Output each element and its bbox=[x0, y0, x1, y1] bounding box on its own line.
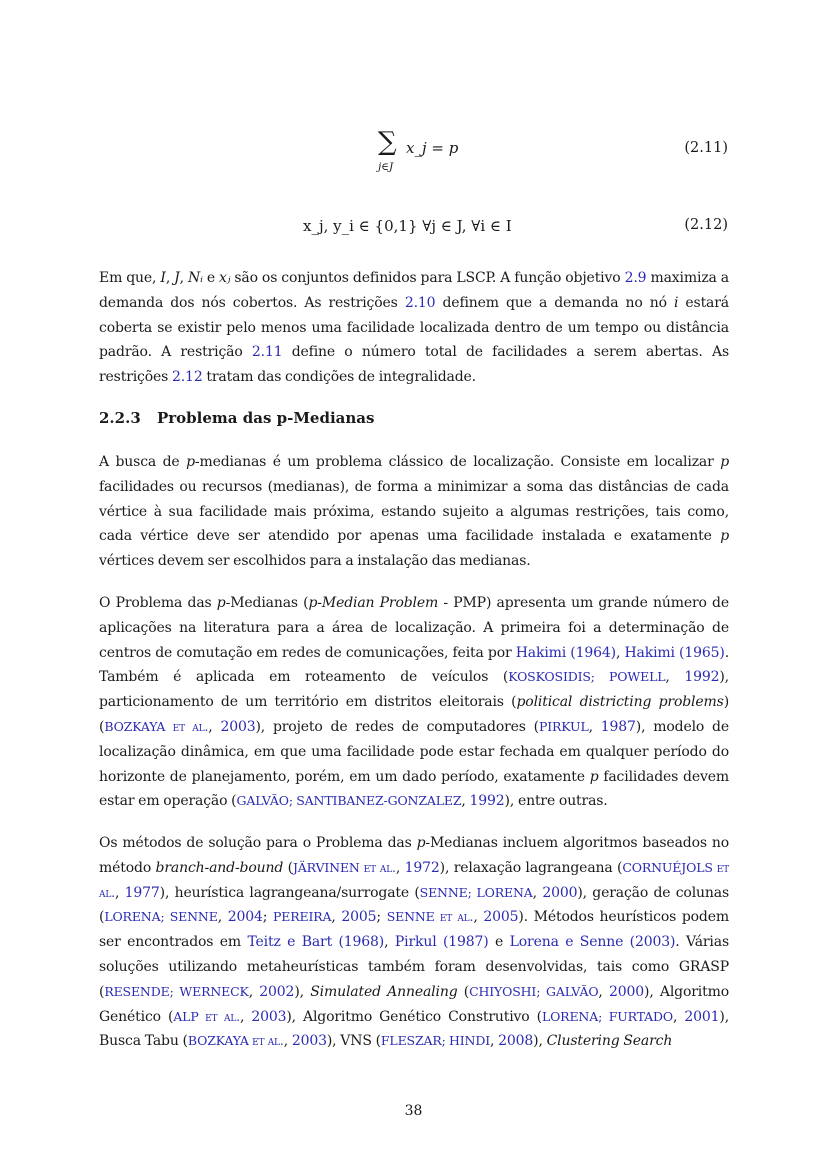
equation-2-12-body: x_j, y_i ∈ {0,1} ∀j ∈ J, ∀i ∈ I bbox=[303, 217, 512, 235]
summation-symbol: ∑ bbox=[378, 127, 397, 157]
citation-link[interactable]: KOSKOSIDIS; POWELL bbox=[508, 669, 666, 685]
citation-year-link[interactable]: 2000 bbox=[608, 983, 645, 1000]
paragraph-pmp-applications: O Problema das p-Medianas (p-Median Problem - PMP) apresenta um grande número de aplicações na literatura para a área de localização. A primeira foi a determinação de centros de comutação em redes de comunicações, feita por Hakimi (1964), Hakimi (1965). Também é aplicada em roteamento de veículos (KOSKOSIDIS; POWELL, 1992), particionamento de um território em distritos eleitorais (political districting problems) (BOZKAYA et al., 2003), projeto de redes de computadores (PIRKUL, 1987), modelo de localização dinâmica, em que uma facilidade pode estar fechada em qualquer período do horizonte de planejamento, porém, em um dado período, exatamente p facilidades devem estar em operação (GALVÃO; SANTIBANEZ-GONZALEZ, 1992), entre outras. bbox=[99, 595, 730, 810]
citation-link[interactable]: Lorena e Senne (2003) bbox=[509, 934, 676, 951]
citation-year-link[interactable]: 2008 bbox=[498, 1033, 534, 1050]
equation-ref-2-12[interactable]: 2.12 bbox=[172, 369, 203, 386]
paragraph-lscp-explanation: Em que, I, J, Nᵢ e xⱼ são os conjuntos definidos para LSCP. A função objetivo 2.9 maximiza a demanda dos nós cobertos. As restrições 2.10 definem que a demanda no nó i estará coberta se existir pelo menos uma facilidade localizada dentro de um tempo ou distância padrão. A restrição 2.11 define o número total de facilidades a serem abertas. As restrições 2.12 tratam das condições de integralidade. bbox=[99, 270, 729, 386]
citation-year-link[interactable]: 2003 bbox=[291, 1033, 327, 1050]
citation-year-link[interactable]: 2005 bbox=[483, 909, 519, 926]
equation-ref-2-11[interactable]: 2.11 bbox=[251, 344, 283, 361]
citation-link[interactable]: SENNE et al. bbox=[386, 909, 474, 925]
summation-subscript: j∈J bbox=[378, 161, 394, 173]
citation-link[interactable]: BOZKAYA et al. bbox=[187, 1033, 284, 1049]
paragraph-solution-methods: Os métodos de solução para o Problema das p-Medianas incluem algoritmos baseados no método branch-and-bound (JÄRVINEN et al., 1972), relaxação lagrangeana (CORNUÉJOLS et al., 1977), heurística lagrangeana/surrogate (SENNE; LORENA, 2000), geração de colunas (LORENA; SENNE, 2004; PEREIRA, 2005; SENNE et al., 2005). Métodos heurísticos podem ser encontrados em Teitz e Bart (1968), Pirkul (1987) e Lorena e Senne (2003). Várias soluções utilizando metaheurísticas também foram desenvolvidas, tais como GRASP (RESENDE; WERNECK, 2002), Simulated Annealing (CHIYOSHI; GALVÃO, 2000), Algoritmo Genético (ALP et al., 2003), Algoritmo Genético Construtivo (LORENA; FURTADO, 2001), Busca Tabu (BOZKAYA et al., 2003), VNS (FLESZAR; HINDI, 2008), Clustering Search bbox=[99, 835, 730, 1050]
citation-year-link[interactable]: 2002 bbox=[259, 983, 295, 1000]
citation-year-link[interactable]: 1987 bbox=[600, 718, 636, 735]
citation-year-link[interactable]: 2005 bbox=[341, 909, 377, 926]
citation-year-link[interactable]: 2000 bbox=[542, 884, 578, 901]
citation-link[interactable]: Teitz e Bart (1968) bbox=[247, 934, 385, 951]
section-title: Problema das p-Medianas bbox=[157, 409, 375, 427]
citation-year-link[interactable]: 2003 bbox=[251, 1008, 287, 1025]
citation-link[interactable]: CORNUÉJOLS et al. bbox=[99, 859, 729, 900]
citation-link[interactable]: PEREIRA bbox=[272, 909, 332, 925]
citation-link[interactable]: GALVÃO; SANTIBANEZ-GONZALEZ bbox=[236, 793, 462, 809]
equation-ref-2-10[interactable]: 2.10 bbox=[404, 294, 436, 311]
citation-year-link[interactable]: 1992 bbox=[469, 793, 505, 810]
equation-ref-2-9[interactable]: 2.9 bbox=[624, 270, 647, 286]
page-number: 38 bbox=[404, 1103, 423, 1119]
equation-2-11-body: x_j = p bbox=[406, 139, 459, 157]
citation-year-link[interactable]: 1992 bbox=[684, 669, 720, 686]
citation-link[interactable]: PIRKUL bbox=[539, 718, 589, 734]
citation-link[interactable]: JÄRVINEN et al. bbox=[292, 859, 396, 875]
paragraph-p-median-definition: A busca de p-medianas é um problema clássico de localização. Consiste em localizar p facilidades ou recursos (medianas), de forma a minimizar a soma das distâncias de cada vértice à sua facilidade mais próxima, estando sujeito a algumas restrições, tais como, cada vértice deve ser atendido por apenas uma facilidade instalada e exatamente p vértices devem ser escolhidos para a instalação das medianas. bbox=[99, 454, 729, 570]
citation-link[interactable]: LORENA; FURTADO bbox=[541, 1008, 674, 1024]
citation-link[interactable]: LORENA; SENNE bbox=[104, 909, 218, 925]
citation-link[interactable]: RESENDE; WERNECK bbox=[104, 983, 249, 999]
citation-year-link[interactable]: 1977 bbox=[124, 884, 160, 901]
citation-link[interactable]: Pirkul (1987) bbox=[394, 934, 489, 951]
citation-year-link[interactable]: 2001 bbox=[684, 1008, 720, 1025]
citation-link[interactable]: SENNE; LORENA bbox=[419, 884, 533, 900]
citation-year-link[interactable]: 2004 bbox=[227, 909, 263, 926]
equation-2-11 bbox=[376, 127, 466, 181]
citation-link[interactable]: FLESZAR; HINDI bbox=[380, 1033, 490, 1049]
citation-link[interactable]: ALP et al. bbox=[173, 1008, 240, 1024]
citation-year-link[interactable]: 1972 bbox=[404, 859, 440, 876]
section-heading bbox=[99, 409, 374, 427]
citation-year-link[interactable]: 2003 bbox=[220, 718, 256, 735]
section-number: 2.2.3 bbox=[99, 409, 141, 427]
citation-link[interactable]: BOZKAYA et al. bbox=[104, 718, 209, 734]
citation-link[interactable]: Hakimi (1964) bbox=[515, 644, 616, 661]
equation-number-2-11: (2.11) bbox=[684, 140, 728, 156]
citation-link[interactable]: CHIYOSHI; GALVÃO bbox=[469, 983, 599, 999]
citation-link[interactable]: Hakimi (1965) bbox=[624, 644, 725, 661]
equation-number-2-12: (2.12) bbox=[684, 217, 728, 233]
